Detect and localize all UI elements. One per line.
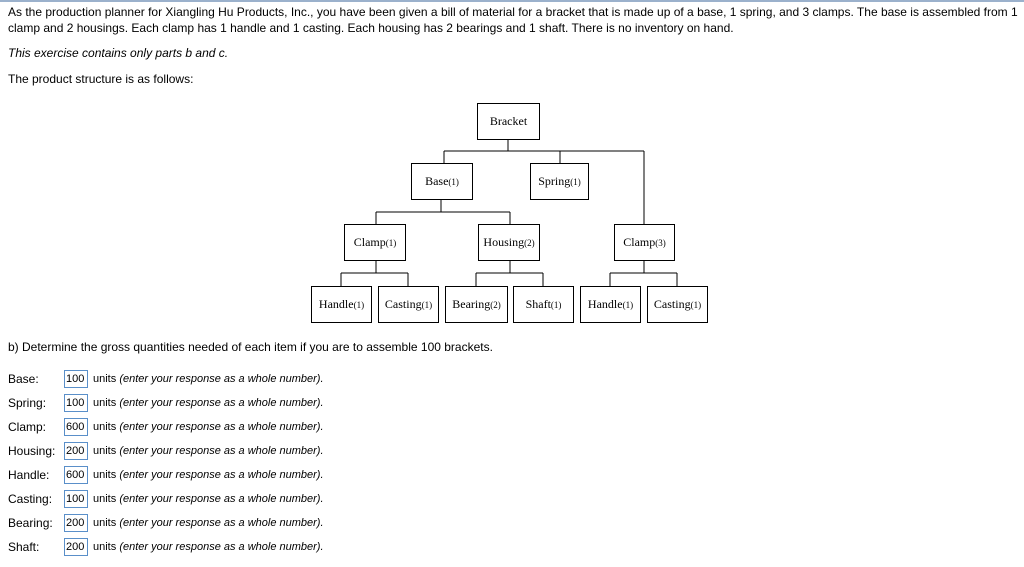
answer-label: Base: [8,372,39,386]
answer-row-housing: Housing: 200 units (enter your response as a whole number). [8,441,324,461]
node-handle-1: Handle (1) [311,286,372,323]
spring-input[interactable] [64,394,88,412]
node-housing: Housing (2) [478,224,540,261]
answer-row-clamp: Clamp: 600 units (enter your response as a whole number). [8,417,324,437]
bearing-input[interactable] [64,514,88,532]
casting-input[interactable] [64,490,88,508]
problem-intro: As the production planner for Xiangling Hu Products, Inc., you have been given a bill of material for a bracket that is made up of a base, 1 spring, and 3 clamps. The base is assembled from 1 clamp and 2 housings. Each clamp has 1 handle and 1 casting. Each housing has 2 bearings and 1 shaft. There is no inventory on hand. [8,5,1018,35]
base-input[interactable] [64,370,88,388]
node-spring: Spring (1) [530,163,589,200]
node-casting-1: Casting (1) [378,286,439,323]
node-clamp-1: Clamp (1) [344,224,406,261]
answer-label: Spring: [8,396,47,410]
exercise-note: This exercise contains only parts b and c. [8,46,229,60]
answer-label: Clamp: [8,420,47,434]
answer-label: Handle: [8,468,50,482]
answer-row-casting: Casting: 100 units (enter your response as a whole number). [8,489,324,509]
answer-row-base: Base: 100 units (enter your response as a whole number). [8,369,324,389]
structure-label: The product structure is as follows: [8,72,194,86]
node-base: Base (1) [411,163,473,200]
answer-label: Casting: [8,492,53,506]
node-handle-2: Handle (1) [580,286,641,323]
answer-row-shaft: Shaft: 200 units (enter your response as a whole number). [8,537,324,557]
answer-row-bearing: Bearing: 200 units (enter your response as a whole number). [8,513,324,533]
node-shaft: Shaft (1) [513,286,574,323]
node-bearing: Bearing (2) [445,286,508,323]
handle-input[interactable] [64,466,88,484]
answer-label: Shaft: [8,540,40,554]
node-clamp-3: Clamp (3) [614,224,675,261]
answer-label: Housing: [8,444,56,458]
answer-row-spring: Spring: 100 units (enter your response as a whole number). [8,393,324,413]
answer-row-handle: Handle: 600 units (enter your response as a whole number). [8,465,324,485]
clamp-input[interactable] [64,418,88,436]
answer-label: Bearing: [8,516,53,530]
shaft-input[interactable] [64,538,88,556]
housing-input[interactable] [64,442,88,460]
part-b-question: b) Determine the gross quantities needed of each item if you are to assemble 100 brackets. [8,340,493,354]
node-casting-2: Casting (1) [647,286,708,323]
node-bracket: Bracket [477,103,540,140]
